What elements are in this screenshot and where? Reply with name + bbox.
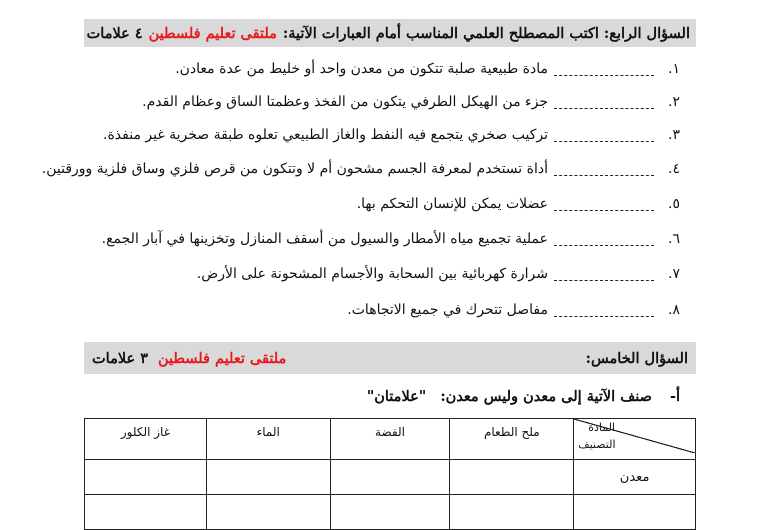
item-number: ٨. <box>668 302 680 318</box>
column-header: الفضة <box>330 419 450 460</box>
question-5-marks: ٣ علامات <box>92 349 148 367</box>
diagonal-header <box>574 419 695 453</box>
question-5-header <box>84 342 696 374</box>
item-number: ٤. <box>668 161 680 177</box>
list-item <box>357 193 680 215</box>
answer-blank[interactable] <box>554 304 654 317</box>
list-item <box>347 299 680 321</box>
list-item <box>142 91 680 113</box>
item-text: جزء من الهيكل الطرفي يتكون من الفخذ وعظمتا الساق وعظام القدم. <box>142 94 548 110</box>
answer-blank[interactable] <box>554 268 654 281</box>
item-number: ٢. <box>668 94 680 110</box>
item-number: ٦. <box>668 231 680 247</box>
question-4-title: السؤال الرابع: اكتب المصطلح العلمي المناسب أمام العبارات الآتية: <box>282 24 690 42</box>
item-text: أداة تستخدم لمعرفة الجسم مشحون أم لا وتتكون من قرص فلزي وساق فلزية وورقتين. <box>41 161 548 177</box>
item-text: مفاصل تتحرك في جميع الاتجاهات. <box>347 302 548 318</box>
sub-question-letter: أ- <box>669 387 680 405</box>
corner-cell <box>574 419 696 460</box>
answer-blank[interactable] <box>554 129 654 142</box>
answer-blank[interactable] <box>554 233 654 246</box>
column-header: الماء <box>206 419 330 460</box>
item-text: عملية تجميع مياه الأمطار والسيول من أسقف المنازل وتخزينها في آبار الجمع. <box>101 231 548 247</box>
answer-cell[interactable] <box>85 460 207 495</box>
column-header: غاز الكلور <box>85 419 207 460</box>
list-item <box>102 228 680 250</box>
answer-blank[interactable] <box>554 63 654 76</box>
item-number: ٥. <box>668 196 680 212</box>
item-text: مادة طبيعية صلبة تتكون من معدن واحد أو خليط من عدة معادن. <box>175 61 548 77</box>
column-header: ملح الطعام <box>450 419 574 460</box>
item-text: شرارة كهربائية بين السحابة والأجسام المشحونة على الأرض. <box>196 266 548 282</box>
question-5-title: السؤال الخامس: <box>585 349 688 367</box>
sub-question-a <box>367 385 680 407</box>
answer-cell[interactable] <box>450 460 574 495</box>
list-item <box>175 58 680 80</box>
sub-question-text: صنف الآتية إلى معدن وليس معدن: <box>440 387 652 405</box>
list-item <box>103 124 680 146</box>
item-text: تركيب صخري يتجمع فيه النفط والغاز الطبيعي تعلوه طبقة صخرية غير منفذة. <box>103 127 548 143</box>
classification-table <box>84 418 696 530</box>
answer-blank[interactable] <box>554 163 654 176</box>
table-row <box>85 460 696 495</box>
list-item <box>197 263 680 285</box>
item-number: ٣. <box>668 127 680 143</box>
question-4-header <box>84 19 696 47</box>
answer-blank[interactable] <box>554 96 654 109</box>
corner-bottom-label: التصنيف <box>578 438 616 451</box>
item-number: ٧. <box>668 266 680 282</box>
question-5-meta <box>92 350 286 367</box>
answer-blank[interactable] <box>554 198 654 211</box>
corner-top-label: المادة <box>588 421 615 434</box>
row-label: معدن <box>574 460 696 495</box>
question-4-brand: ملتقى تعليم فلسطين <box>148 24 277 42</box>
list-item <box>42 158 680 180</box>
answer-cell[interactable] <box>330 460 450 495</box>
question-5-brand: ملتقى تعليم فلسطين <box>157 349 287 367</box>
sub-question-marks: "علامتان" <box>366 387 427 405</box>
item-number: ١. <box>668 61 680 77</box>
question-4-marks: ٤ علامات <box>86 24 143 42</box>
answer-cell[interactable] <box>206 460 330 495</box>
table-header-row <box>85 419 696 460</box>
item-text: عضلات يمكن للإنسان التحكم بها. <box>356 196 548 212</box>
